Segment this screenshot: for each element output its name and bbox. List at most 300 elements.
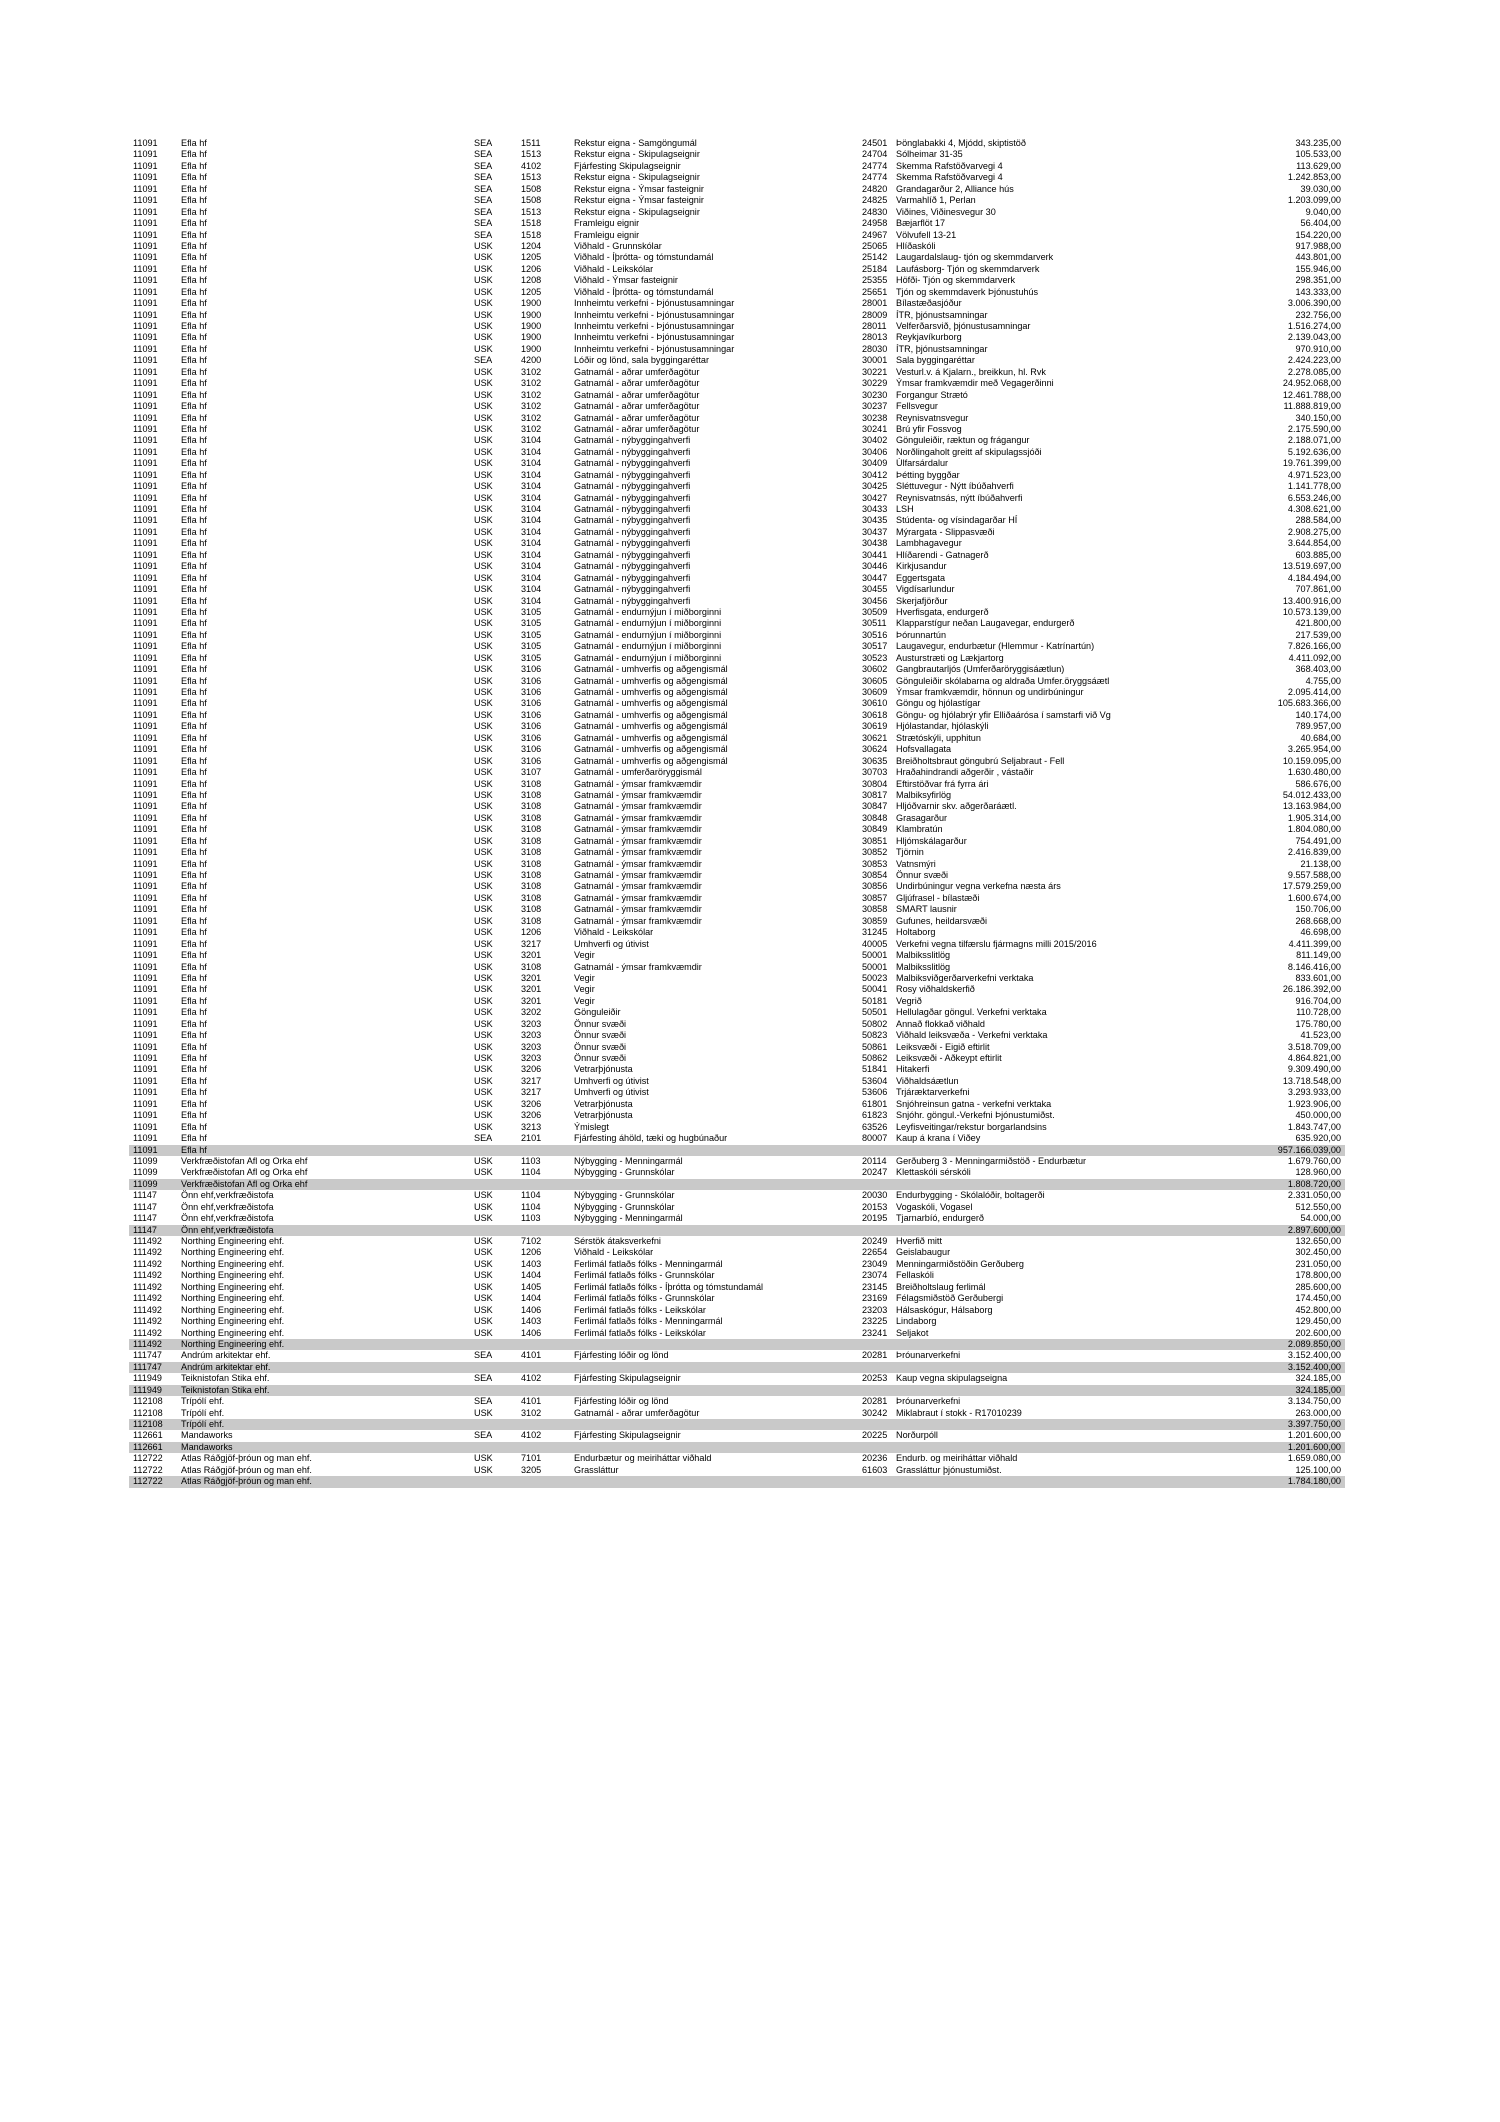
project-number: 30856 (862, 881, 888, 892)
vendor-name: Northing Engineering ehf. (181, 1258, 285, 1269)
amount: 340.150,00 (1295, 412, 1341, 423)
vendor-name: Atlas Ráðgjöf-þróun og man ehf. (181, 1464, 312, 1475)
table-row (129, 779, 1345, 790)
vendor-id: 11091 (133, 481, 158, 492)
vendor-id: 111492 (133, 1281, 162, 1292)
project-number: 20114 (862, 1155, 887, 1166)
vendor-id: 11091 (133, 709, 158, 720)
account-code: 3106 (521, 721, 542, 732)
vendor-name: Önn ehf,verkfræðistofa (181, 1224, 274, 1235)
vendor-id: 11091 (133, 950, 158, 961)
project-name: Þétting byggðar (896, 469, 960, 480)
project-name: Grassláttur þjónustumiðst. (896, 1464, 1002, 1475)
project-name: Miklabraut í stokk - R17010239 (896, 1407, 1022, 1418)
project-number: 23241 (862, 1327, 888, 1338)
account-code: 1206 (521, 1247, 542, 1258)
vendor-name: Efla hf (181, 343, 207, 354)
amount: 288.584,00 (1295, 515, 1341, 526)
amount: 9.557.588,00 (1287, 870, 1341, 880)
project-number: 30435 (862, 515, 888, 526)
vendor-name: Efla hf (181, 1075, 207, 1086)
account-description: Viðhald - Leikskólar (574, 263, 654, 274)
vendor-id: 11091 (133, 938, 158, 949)
org-unit: USK (474, 641, 493, 652)
vendor-id: 112661 (133, 1441, 163, 1452)
vendor-name: Efla hf (181, 549, 207, 560)
org-unit: SEA (474, 1133, 493, 1144)
table-row (129, 332, 1345, 343)
amount: 155.946,00 (1295, 263, 1341, 274)
project-name: Tjón og skemmdaverk Þjónustuhús (896, 286, 1039, 297)
project-number: 30517 (862, 641, 888, 652)
org-unit: USK (474, 664, 493, 675)
project-name: Varmahlíð 1, Perlan (896, 195, 976, 206)
org-unit: USK (474, 538, 493, 549)
org-unit: USK (474, 1327, 493, 1338)
amount: 41.523,00 (1300, 1030, 1341, 1041)
amount: 125.100,00 (1295, 1464, 1341, 1475)
project-name: Snjóhreinsun gatna - verkefni verktaka (896, 1098, 1052, 1109)
account-description: Gatnamál - ýmsar framkvæmdir (574, 835, 702, 846)
org-unit: USK (474, 1190, 493, 1201)
account-description: Gatnamál - umhverfis og aðgengismál (574, 721, 728, 732)
account-code: 3102 (521, 389, 542, 400)
account-code: 1508 (521, 183, 542, 194)
vendor-name: Efla hf (181, 812, 207, 823)
vendor-id: 11091 (133, 1018, 158, 1029)
account-code: 4102 (521, 160, 542, 171)
amount: 450.000,00 (1295, 1110, 1341, 1121)
project-name: Forgangur Strætó (896, 389, 968, 400)
org-unit: USK (474, 881, 493, 892)
table-row (129, 1236, 1345, 1247)
project-number: 40005 (862, 938, 888, 949)
project-name: Menningarmiðstöðin Gerðuberg (896, 1258, 1024, 1269)
org-unit: USK (474, 972, 493, 983)
account-code: 3108 (521, 904, 542, 915)
account-code: 4101 (521, 1396, 542, 1407)
org-unit: USK (474, 1155, 493, 1166)
amount: 140.174,00 (1295, 709, 1341, 720)
account-description: Gatnamál - ýmsar framkvæmdir (574, 789, 702, 800)
table-row (129, 252, 1345, 263)
amount: 4.308.621,00 (1287, 504, 1341, 514)
org-unit: USK (474, 1281, 493, 1292)
project-name: Eggertsgata (896, 572, 946, 583)
vendor-name: Teiknistofan Stika ehf. (181, 1384, 270, 1395)
vendor-name: Efla hf (181, 687, 207, 697)
vendor-id: 11091 (133, 698, 158, 709)
account-description: Fjárfesting lóðir og lönd (574, 1350, 669, 1361)
org-unit: USK (474, 1270, 493, 1281)
vendor-id: 11091 (133, 824, 158, 835)
vendor-name: Efla hf (181, 1133, 207, 1144)
vendor-name: Efla hf (181, 698, 207, 709)
project-name: Hellulagðar göngul. Verkefni verktaka (896, 1007, 1047, 1018)
table-row (129, 721, 1345, 732)
project-name: Vogaskóli, Vogasel (896, 1201, 973, 1212)
account-description: Gatnamál - umhverfis og aðgengismál (574, 687, 728, 697)
project-number: 28011 (862, 321, 887, 331)
vendor-name: Efla hf (181, 515, 207, 526)
account-description: Gatnamál - nýbyggingahverfi (574, 526, 691, 537)
account-description: Gatnamál - endurnýjun í miðborginni (574, 641, 722, 652)
account-description: Grassláttur (574, 1464, 619, 1475)
vendor-id: 11091 (133, 309, 158, 320)
project-name: Hofsvallagata (896, 744, 952, 755)
vendor-id: 11091 (133, 149, 158, 160)
project-number: 30229 (862, 378, 888, 389)
amount: 2.278.085,00 (1287, 366, 1341, 377)
project-number: 30523 (862, 652, 888, 663)
vendor-id: 11091 (133, 595, 158, 606)
amount: 13.400.916,00 (1282, 595, 1341, 606)
project-name: Laufásborg- Tjón og skemmdarverk (896, 263, 1040, 274)
project-name: Viðhald leiksvæða - Verkefni verktaka (896, 1030, 1048, 1041)
project-number: 30427 (862, 492, 888, 503)
amount: 128.960,00 (1295, 1167, 1341, 1178)
account-code: 3106 (521, 664, 542, 675)
project-name: Gerðuberg 3 - Menningarmiðstöð - Endurbætur (896, 1155, 1087, 1166)
account-description: Gatnamál - ýmsar framkvæmdir (574, 812, 702, 823)
project-name: Gljúfrasel - bílastæði (896, 892, 980, 903)
org-unit: USK (474, 240, 493, 251)
amount: 343.235,00 (1295, 138, 1341, 148)
org-unit: USK (474, 732, 493, 743)
account-code: 3106 (521, 687, 542, 697)
account-code: 1104 (521, 1201, 541, 1212)
account-description: Ferlimál fatlaðs fólks - Menningarmál (574, 1316, 723, 1327)
amount: 1.141.778,00 (1287, 481, 1341, 492)
account-description: Gatnamál - umferðaröryggismál (574, 767, 702, 778)
org-unit: USK (474, 938, 493, 949)
vendor-id: 11091 (133, 961, 158, 972)
org-unit: SEA (474, 172, 493, 183)
org-unit: USK (474, 321, 493, 331)
project-number: 30516 (862, 629, 888, 640)
account-description: Fjárfesting Skipulagseignir (574, 160, 681, 171)
amount: 3.152.400,00 (1287, 1350, 1341, 1361)
account-description: Gatnamál - aðrar umferðagötur (574, 412, 700, 423)
account-description: Gatnamál - nýbyggingahverfi (574, 538, 691, 549)
table-row (129, 207, 1345, 218)
org-unit: USK (474, 789, 493, 800)
vendor-name: Efla hf (181, 938, 207, 949)
project-number: 30001 (862, 355, 888, 366)
amount: 8.146.416,00 (1287, 961, 1341, 972)
project-number: 24774 (862, 172, 888, 183)
table-row (129, 264, 1345, 275)
account-description: Gatnamál - endurnýjun í miðborginni (574, 618, 722, 629)
project-name: Fellsvegur (896, 401, 938, 412)
table-row (129, 481, 1345, 492)
vendor-name: Efla hf (181, 961, 207, 972)
project-name: Hverfið mitt (896, 1236, 942, 1246)
vendor-id: 11091 (133, 687, 158, 697)
vendor-id: 11091 (133, 252, 158, 263)
vendor-name: Efla hf (181, 892, 207, 903)
account-description: Gönguleiðir (574, 1007, 621, 1018)
vendor-id: 11091 (133, 847, 158, 858)
account-description: Rekstur eigna - Skipulagseignir (574, 206, 700, 217)
account-description: Vetrarþjónusta (574, 1098, 633, 1109)
project-name: Lambhagavegur (896, 538, 962, 549)
project-number: 28009 (862, 309, 888, 320)
org-unit: USK (474, 1121, 493, 1132)
account-code: 3201 (521, 950, 542, 961)
table-row (129, 184, 1345, 195)
account-code: 1900 (521, 321, 542, 331)
vendor-id: 11091 (133, 1064, 158, 1075)
account-code: 3201 (521, 995, 542, 1006)
account-code: 3108 (521, 892, 542, 903)
amount: 603.885,00 (1295, 549, 1341, 560)
table-row (129, 916, 1345, 927)
project-name: Skemma Rafstöðvarvegi 4 (896, 160, 1003, 171)
account-description: Önnur svæði (574, 1018, 627, 1029)
amount: 298.351,00 (1295, 275, 1341, 286)
vendor-name: Efla hf (181, 1110, 207, 1121)
amount: 12.461.788,00 (1282, 389, 1341, 400)
account-code: 3106 (521, 675, 542, 686)
account-description: Vegir (574, 950, 595, 961)
table-row (129, 836, 1345, 847)
project-name: Vesturl.v. á Kjalarn., breikkun, hl. Rvk (896, 366, 1046, 377)
amount: 421.800,00 (1295, 618, 1341, 629)
account-code: 3106 (521, 698, 542, 709)
vendor-id: 11091 (133, 618, 158, 629)
vendor-name: Efla hf (181, 950, 207, 961)
project-number: 20195 (862, 1213, 888, 1224)
table-row (129, 527, 1345, 538)
amount: 707.861,00 (1295, 584, 1341, 595)
project-number: 24958 (862, 218, 888, 229)
project-name: Mýrargata - Slippasvæði (896, 526, 995, 537)
vendor-name: Efla hf (181, 423, 207, 434)
vendor-name: Efla hf (181, 275, 207, 286)
account-description: Ferlimál fatlaðs fólks - Leikskólar (574, 1327, 706, 1338)
project-name: Ýmsar framkvæmdir, hönnun og undirbúningur (896, 687, 1084, 697)
project-number: 30703 (862, 767, 888, 778)
org-unit: USK (474, 950, 493, 961)
vendor-id: 112722 (133, 1464, 163, 1475)
amount: 110.728,00 (1296, 1007, 1341, 1018)
vendor-name: Northing Engineering ehf. (181, 1338, 285, 1349)
account-description: Vetrarþjónusta (574, 1064, 633, 1075)
vendor-name: Efla hf (181, 732, 207, 743)
table-row (129, 1408, 1345, 1419)
vendor-id: 11091 (133, 732, 158, 743)
vendor-id: 11147 (133, 1190, 157, 1201)
project-number: 50041 (862, 984, 888, 995)
amount: 150.706,00 (1295, 904, 1341, 915)
project-number: 30242 (862, 1407, 888, 1418)
table-row (129, 847, 1345, 858)
table-row (129, 378, 1345, 389)
table-row (129, 1282, 1345, 1293)
table-row (129, 1053, 1345, 1064)
org-unit: USK (474, 1064, 493, 1075)
project-number: 30619 (862, 721, 888, 732)
org-unit: USK (474, 1018, 493, 1029)
project-name: Kirkjusandur (896, 561, 947, 572)
account-description: Gatnamál - ýmsar framkvæmdir (574, 778, 702, 789)
account-code: 1204 (521, 240, 542, 251)
vendor-id: 11091 (133, 1144, 158, 1155)
table-row (129, 230, 1345, 241)
project-name: Þönglabakki 4, Mjódd, skiptistöð (896, 138, 1026, 148)
project-number: 30858 (862, 904, 888, 915)
vendor-id: 11091 (133, 984, 158, 995)
project-name: Rosy viðhaldskerfið (896, 984, 975, 995)
table-row (129, 859, 1345, 870)
amount: 2.139.043,00 (1287, 332, 1341, 343)
vendor-name: Mandaworks (181, 1430, 233, 1441)
table-row (129, 790, 1345, 801)
vendor-name: Efla hf (181, 972, 207, 983)
vendor-name: Northing Engineering ehf. (181, 1281, 285, 1292)
account-code: 4101 (521, 1350, 542, 1361)
account-description: Innheimtu verkefni - Þjónustusamningar (574, 298, 735, 309)
vendor-name: Efla hf (181, 298, 207, 309)
org-unit: SEA (474, 195, 493, 206)
account-code: 3106 (521, 744, 542, 755)
account-description: Önnur svæði (574, 1053, 627, 1063)
vendor-id: 111747 (133, 1361, 162, 1372)
project-number: 20225 (862, 1430, 888, 1441)
org-unit: USK (474, 915, 493, 926)
vendor-name: Efla hf (181, 458, 207, 469)
project-number: 20030 (862, 1190, 888, 1201)
org-unit: USK (474, 1041, 493, 1052)
vendor-id: 11091 (133, 995, 158, 1006)
table-row (129, 1316, 1345, 1327)
project-number: 50001 (862, 950, 888, 961)
project-number: 30425 (862, 481, 888, 492)
table-row (129, 767, 1345, 778)
project-name: Önnur svæði (896, 870, 949, 880)
vendor-name: Efla hf (181, 995, 207, 1006)
account-code: 3201 (521, 972, 542, 983)
vendor-name: Efla hf (181, 309, 207, 320)
vendor-name: Efla hf (181, 744, 207, 755)
org-unit: USK (474, 870, 493, 880)
project-name: Reynisvatnsás, nýtt íbúðahverfi (896, 492, 1023, 503)
table-row (129, 447, 1345, 458)
vendor-name: Efla hf (181, 526, 207, 537)
project-number: 30447 (862, 572, 888, 583)
amount: 586.676,00 (1295, 778, 1341, 789)
account-description: Gatnamál - endurnýjun í miðborginni (574, 652, 722, 663)
project-name: Verkefni vegna tilfærslu fjármagns milli 2015/2016 (896, 938, 1097, 949)
project-name: Reynisvatnsvegur (896, 412, 969, 423)
account-description: Gatnamál - aðrar umferðagötur (574, 389, 700, 400)
project-number: 30624 (862, 744, 888, 755)
project-number: 23074 (862, 1270, 888, 1281)
vendor-name: Efla hf (181, 652, 207, 663)
vendor-name: Efla hf (181, 492, 207, 503)
project-number: 63526 (862, 1121, 888, 1132)
vendor-name: Northing Engineering ehf. (181, 1304, 285, 1315)
account-description: Gatnamál - umhverfis og aðgengismál (574, 664, 728, 675)
vendor-id: 11091 (133, 1053, 158, 1063)
table-row (129, 401, 1345, 412)
account-description: Rekstur eigna - Ýmsar fasteignir (574, 183, 704, 194)
project-name: Viðhaldsáætlun (896, 1075, 959, 1086)
project-name: Malbiksslitlög (896, 950, 951, 961)
account-code: 1900 (521, 332, 542, 343)
project-number: 24704 (862, 149, 888, 160)
org-unit: USK (474, 1316, 493, 1327)
vendor-id: 11091 (133, 401, 158, 412)
amount: 916.704,00 (1295, 995, 1341, 1006)
account-code: 1205 (521, 252, 542, 263)
org-unit: USK (474, 595, 493, 606)
vendor-name: Verkfræðistofan Afl og Orka ehf (181, 1167, 308, 1178)
project-name: Malbiksviðgerðarverkefni verktaka (896, 972, 1034, 983)
account-code: 3102 (521, 401, 542, 412)
project-number: 30848 (862, 812, 888, 823)
vendor-id: 112661 (133, 1430, 163, 1441)
vendor-name: Efla hf (181, 584, 207, 595)
project-name: Hjólastandar, hjólaskýli (896, 721, 989, 732)
project-number: 20253 (862, 1373, 888, 1384)
vendor-id: 11091 (133, 492, 158, 503)
project-number: 24830 (862, 206, 888, 217)
org-unit: USK (474, 389, 493, 400)
vendor-id: 11091 (133, 172, 158, 183)
table-row (129, 893, 1345, 904)
account-code: 3104 (521, 481, 542, 492)
table-row (129, 550, 1345, 561)
account-description: Gatnamál - nýbyggingahverfi (574, 469, 691, 480)
account-description: Innheimtu verkefni - Þjónustusamningar (574, 321, 735, 331)
vendor-id: 11091 (133, 881, 158, 892)
vendor-name: Efla hf (181, 847, 207, 858)
vendor-id: 11091 (133, 972, 158, 983)
account-code: 1900 (521, 343, 542, 354)
project-number: 31245 (862, 927, 888, 938)
account-code: 3105 (521, 641, 542, 652)
vendor-name: Trípólí ehf. (181, 1396, 225, 1407)
amount: 3.006.390,00 (1287, 298, 1341, 309)
vendor-id: 11091 (133, 744, 158, 755)
vendor-name: Efla hf (181, 252, 207, 263)
vendor-name: Efla hf (181, 469, 207, 480)
vendor-id: 112108 (133, 1396, 163, 1407)
account-description: Gatnamál - nýbyggingahverfi (574, 584, 691, 595)
vendor-id: 111492 (133, 1293, 162, 1304)
vendor-id: 11091 (133, 1007, 158, 1018)
org-unit: USK (474, 1464, 493, 1475)
account-description: Nýbygging - Grunnskólar (574, 1190, 675, 1201)
account-description: Umhverfi og útivist (574, 938, 649, 949)
table-row (129, 1373, 1345, 1384)
vendor-name: Efla hf (181, 1064, 207, 1075)
vendor-id: 11147 (133, 1213, 157, 1224)
vendor-id: 112722 (133, 1476, 163, 1487)
vendor-name: Efla hf (181, 721, 207, 732)
vendor-name: Northing Engineering ehf. (181, 1247, 285, 1258)
vendor-name: Efla hf (181, 789, 207, 800)
table-row (129, 355, 1345, 366)
project-name: Hraðahindrandi aðgerðir , vástaðir (896, 767, 1034, 778)
org-unit: USK (474, 984, 493, 995)
vendor-name: Efla hf (181, 824, 207, 835)
vendor-id: 111492 (133, 1236, 162, 1246)
account-description: Viðhald - Leikskólar (574, 1247, 654, 1258)
table-row (129, 1087, 1345, 1098)
